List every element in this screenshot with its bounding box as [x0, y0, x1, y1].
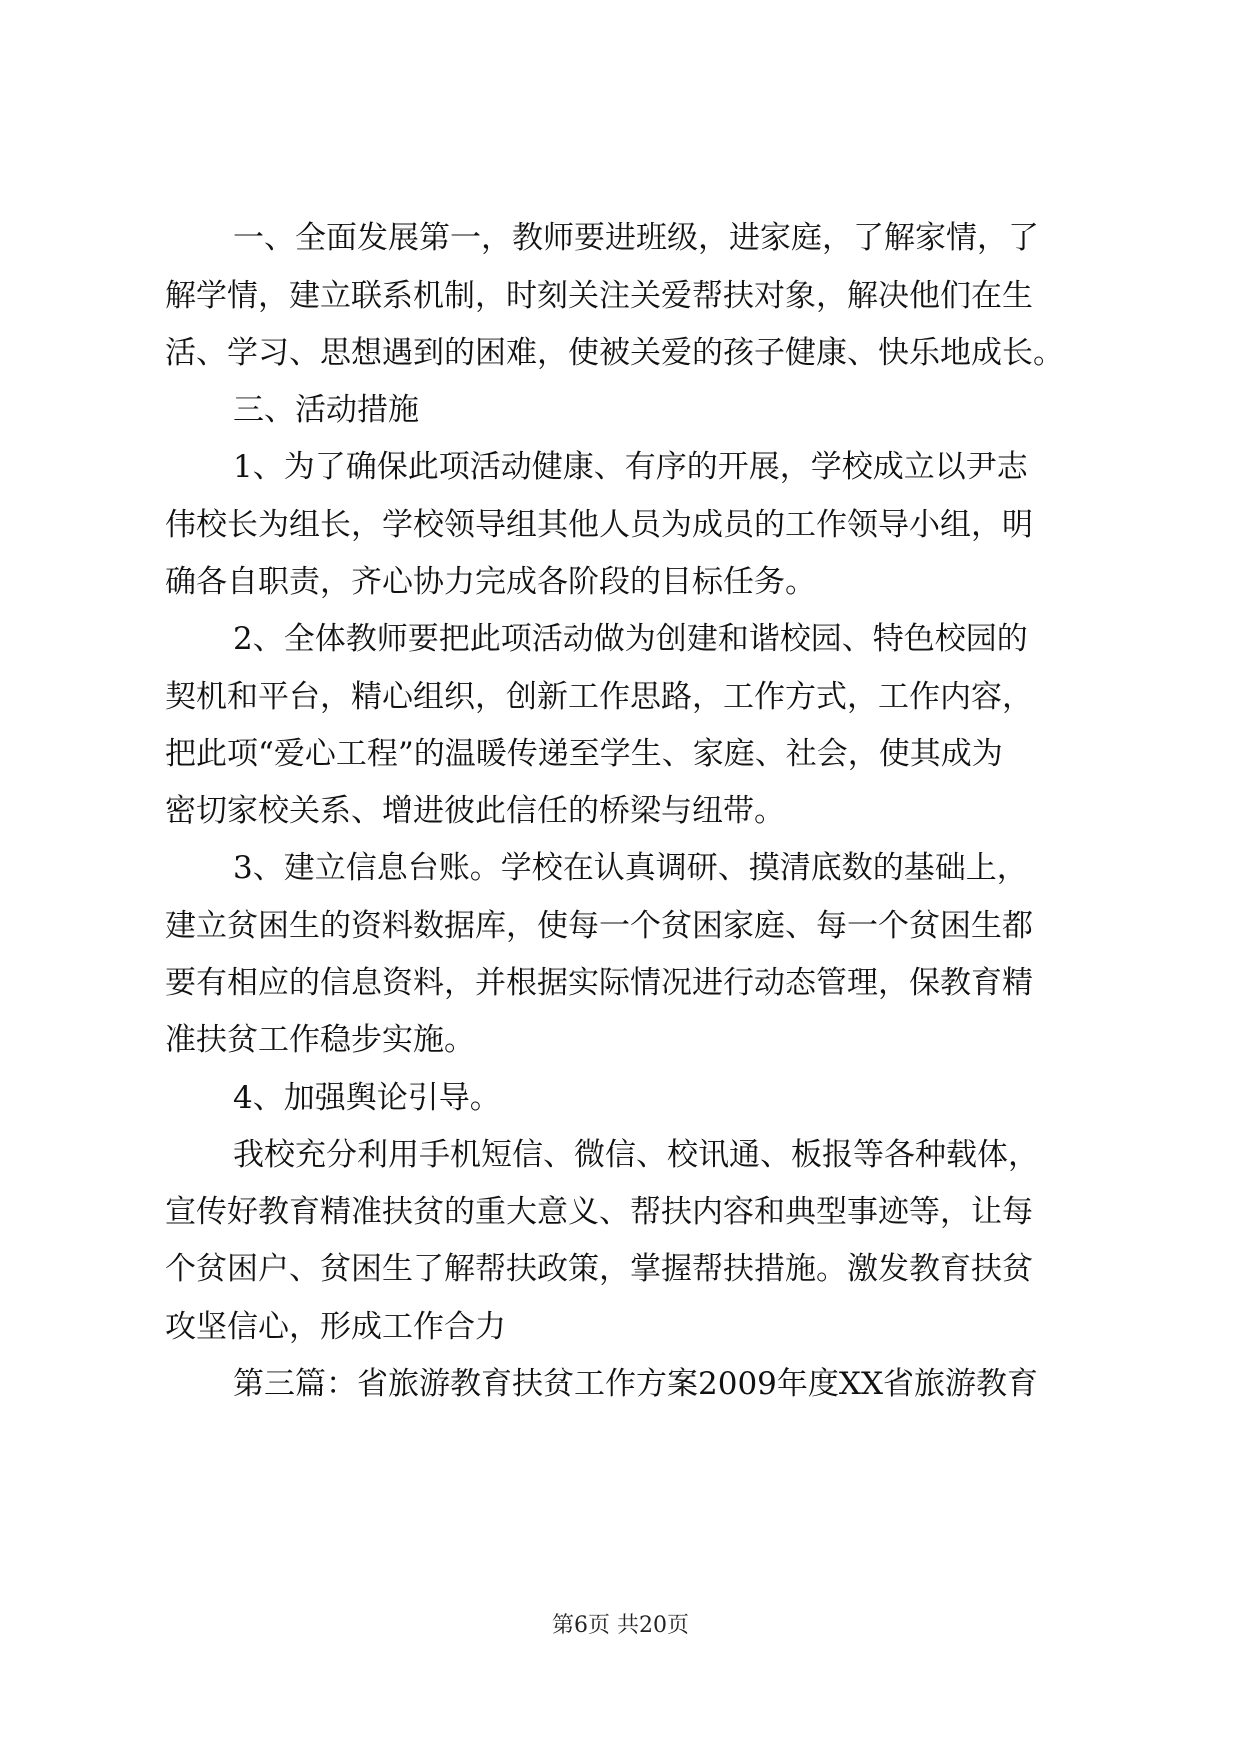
- text-line-content: 1、为了确保此项活动健康、有序的开展，学校成立以尹志: [233, 449, 1028, 485]
- text-line-content: 把此项“爱心工程”的温暖传递至学生、家庭、社会，使其成为: [165, 736, 1003, 772]
- text-line-content: 4、加强舆论引导。: [233, 1080, 501, 1116]
- text-line-content: 3、建立信息台账。学校在认真调研、摸清底数的基础上，: [233, 850, 1028, 886]
- text-line-content: 建立贫困生的资料数据库，使每一个贫困家庭、每一个贫困生都: [165, 908, 1033, 944]
- text-line-content: 解学情，建立联系机制，时刻关注关爱帮扶对象，解决他们在生: [165, 278, 1033, 314]
- text-line-content: 契机和平台，精心组织，创新工作思路，工作方式，工作内容，: [165, 679, 1033, 715]
- text-line-content: 一、全面发展第一，教师要进班级，进家庭，了解家情，了: [233, 220, 1039, 256]
- text-line-content: 准扶贫工作稳步实施。: [165, 1022, 475, 1058]
- text-line-content: 伟校长为组长，学校领导组其他人员为成员的工作领导小组，明: [165, 507, 1033, 543]
- text-line-content: 攻坚信心，形成工作合力: [165, 1309, 506, 1345]
- text-line-content: 我校充分利用手机短信、微信、校讯通、板报等各种载体，: [233, 1137, 1039, 1173]
- text-line-content: 要有相应的信息资料，并根据实际情况进行动态管理，保教育精: [165, 965, 1033, 1001]
- text-line-content: 个贫困户、贫困生了解帮扶政策，掌握帮扶措施。激发教育扶贫: [165, 1251, 1033, 1287]
- text-line-content: 活、学习、思想遇到的困难，使被关爱的孩子健康、快乐地成长。: [165, 335, 1064, 371]
- text-line-content: 宣传好教育精准扶贫的重大意义、帮扶内容和典型事迹等，让每: [165, 1194, 1033, 1230]
- text-line-content: 第三篇：省旅游教育扶贫工作方案2009年度XX省旅游教育: [233, 1366, 1039, 1402]
- text-line-content: 密切家校关系、增进彼此信任的桥梁与纽带。: [165, 793, 785, 829]
- text-line-content: 2、全体教师要把此项活动做为创建和谐校园、特色校园的: [233, 621, 1028, 657]
- page-number-footer: 第6页 共20页: [552, 1613, 689, 1638]
- text-line-content: 三、活动措施: [233, 392, 419, 428]
- text-line-content: 确各自职责，齐心协力完成各阶段的目标任务。: [165, 564, 816, 600]
